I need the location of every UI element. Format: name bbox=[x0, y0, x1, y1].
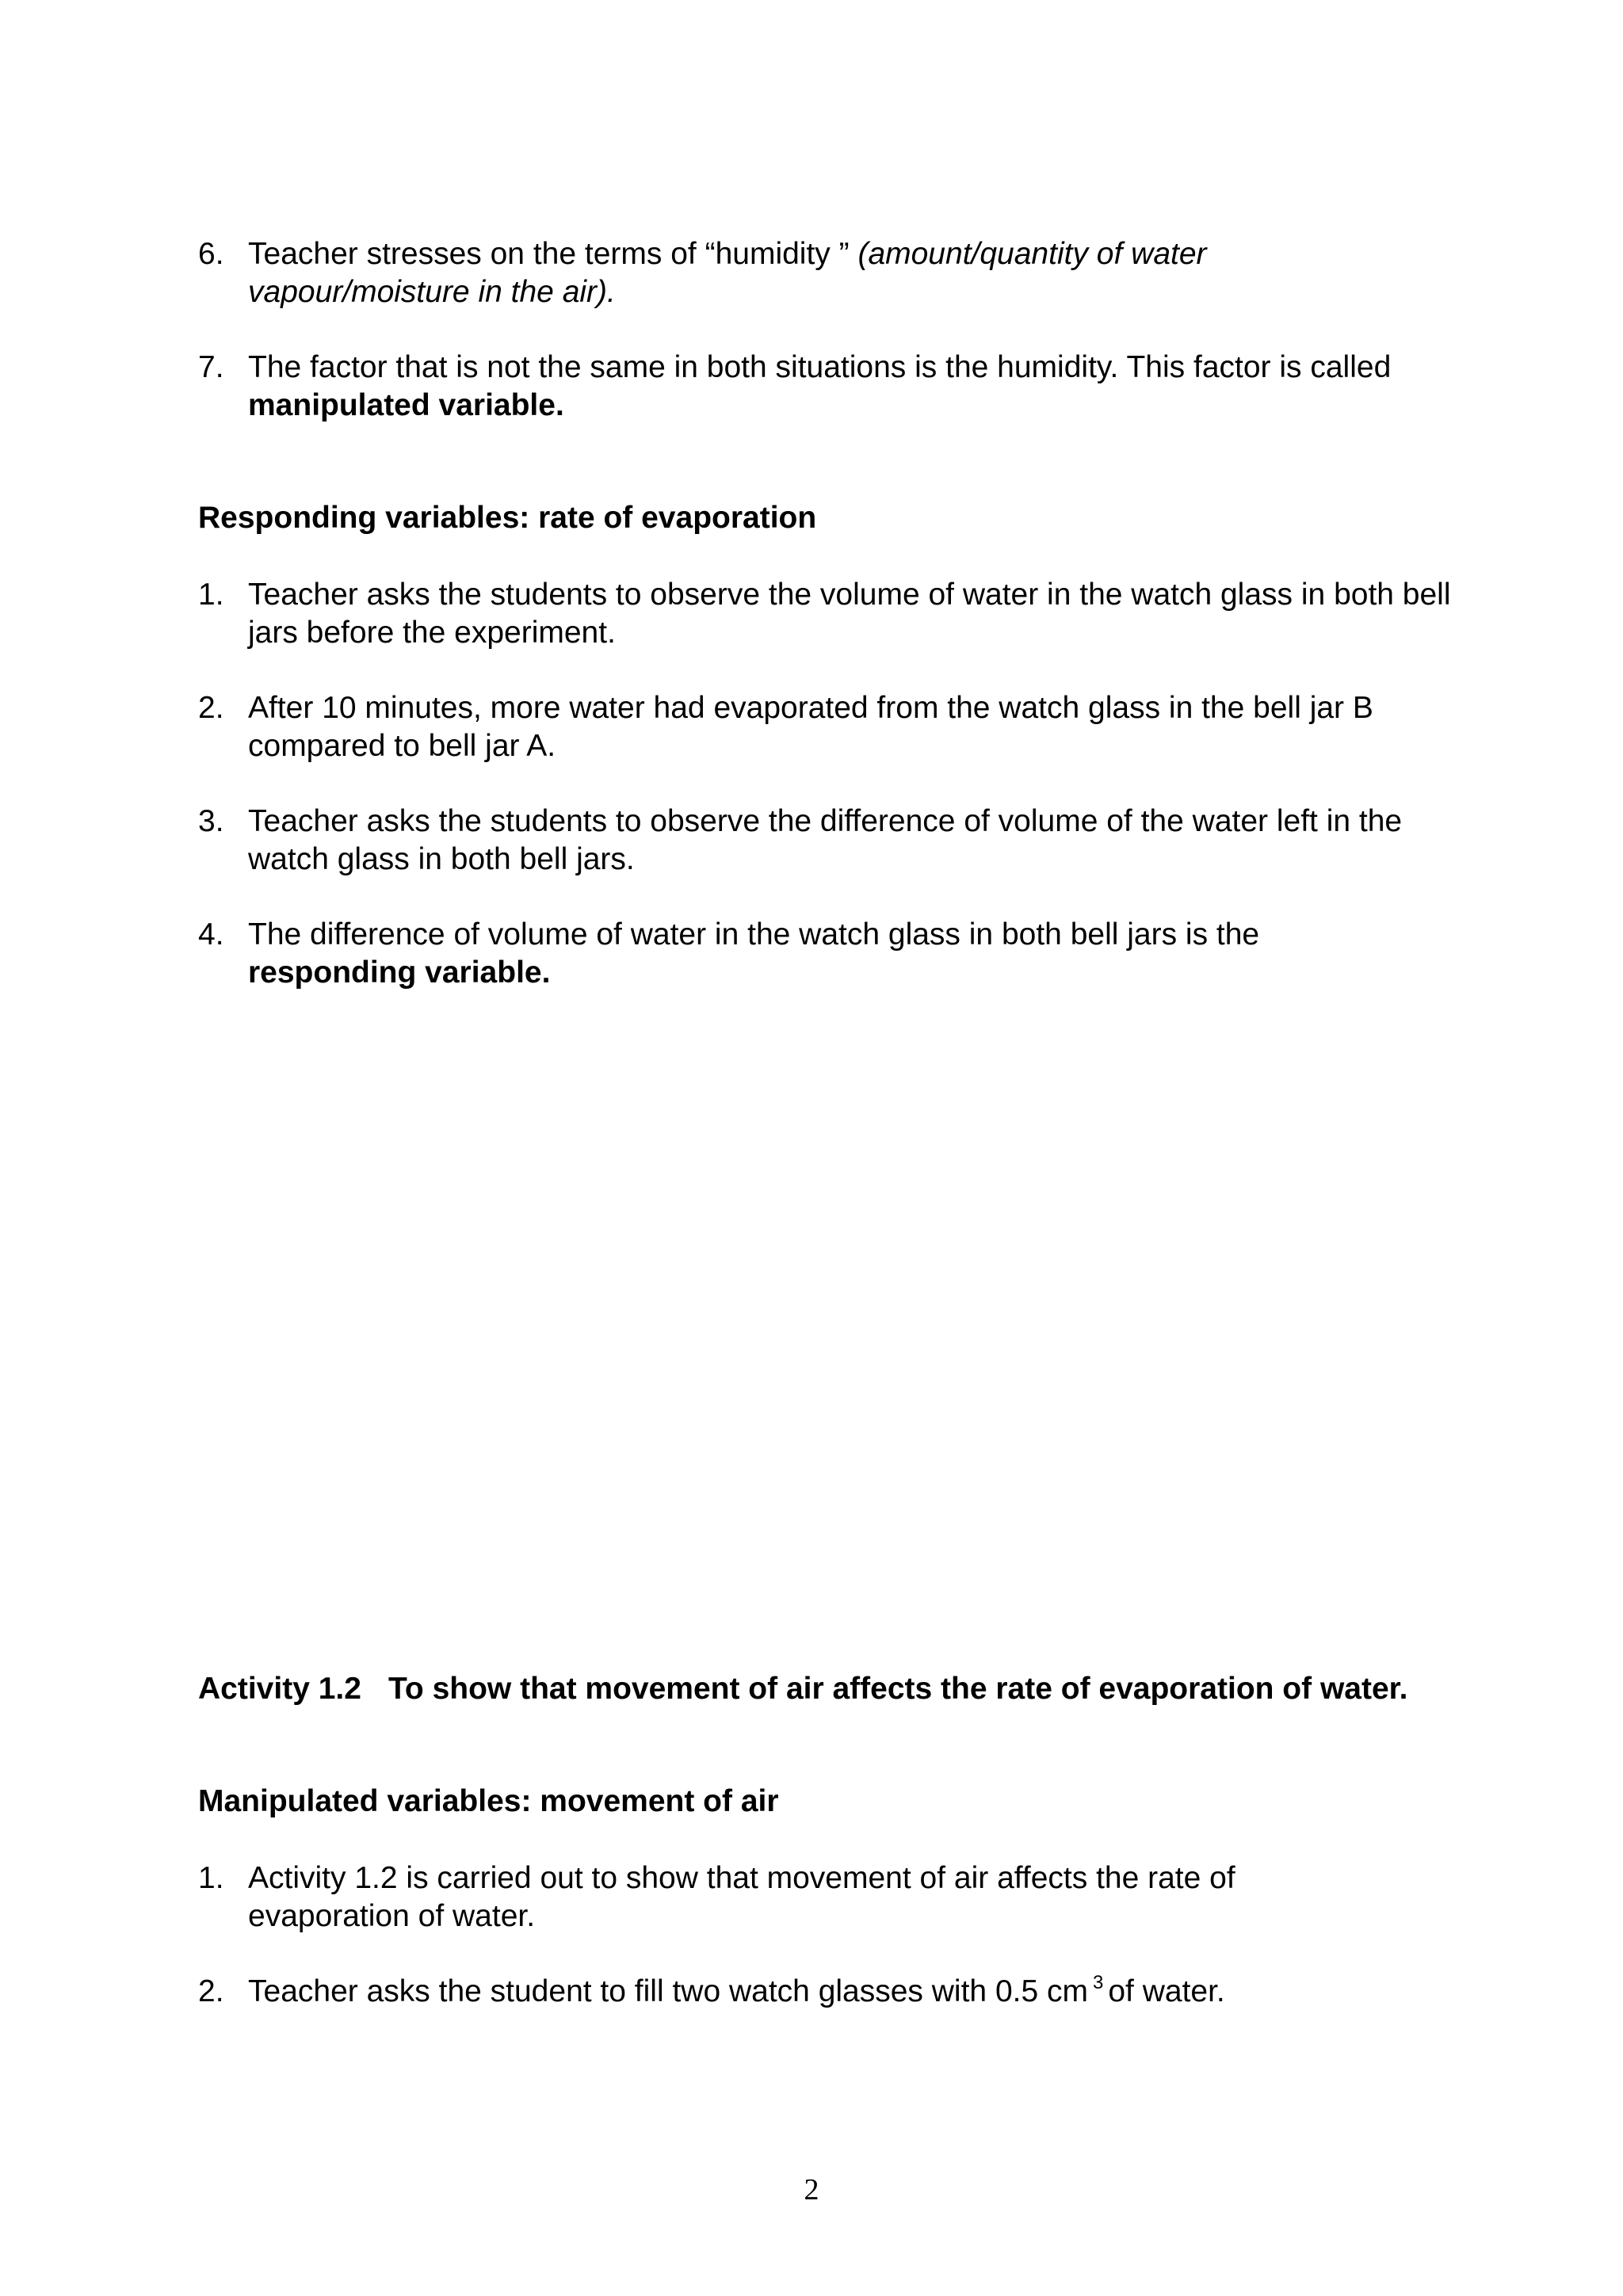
list-text-after: of water. bbox=[1108, 1974, 1225, 2008]
list-text-plain: The difference of volume of water in the watch glass in both bell jars is the bbox=[248, 917, 1260, 952]
activity-heading bbox=[198, 1670, 1545, 1708]
list-text-plain: The factor that is not the same in both situations is the humidity. This factor is called bbox=[248, 350, 1392, 384]
list-number: 2. bbox=[198, 1974, 224, 2008]
superscript: 3 bbox=[1093, 1972, 1104, 1993]
activity-label: Activity 1.2 bbox=[198, 1672, 361, 1706]
list-item-manipulated-1 bbox=[198, 1859, 1466, 1936]
page-number: 2 bbox=[804, 2173, 819, 2206]
list-text: After 10 minutes, more water had evaporated from the watch glass in the bell jar B compared to bell jar A. bbox=[248, 691, 1373, 763]
list-text-bold: manipulated variable. bbox=[248, 388, 564, 422]
list-item-7 bbox=[198, 349, 1466, 425]
list-text bbox=[248, 916, 1421, 992]
list-text: Teacher asks the students to observe the difference of volume of the water left in the watch glass in both bell jars. bbox=[248, 804, 1403, 876]
list-text: Teacher asks the students to observe the volume of water in the watch glass in both bell jars before the experiment. bbox=[248, 578, 1451, 650]
list-item-responding-3 bbox=[198, 803, 1466, 879]
list-text-plain: Teacher stresses on the terms of “humidity ” bbox=[248, 237, 858, 271]
list-text bbox=[248, 1973, 1453, 2015]
list-item-6 bbox=[198, 235, 1466, 311]
list-text-plain: Teacher asks the student to fill two watch glasses with 0.5 cm bbox=[248, 1974, 1088, 2008]
list-number: 6. bbox=[198, 237, 224, 271]
list-item-responding-2 bbox=[198, 689, 1466, 765]
list-text-bold: responding variable. bbox=[248, 955, 551, 990]
list-text bbox=[248, 349, 1421, 425]
list-item-responding-4 bbox=[198, 916, 1466, 992]
list-item-responding-1 bbox=[198, 576, 1466, 652]
list-text bbox=[248, 235, 1358, 311]
list-number: 1. bbox=[198, 1861, 224, 1895]
list-text: Activity 1.2 is carried out to show that movement of air affects the rate of evaporation of water. bbox=[248, 1861, 1235, 1933]
list-item-manipulated-2 bbox=[198, 1973, 1466, 2015]
list-number: 1. bbox=[198, 578, 224, 612]
section-heading-manipulated: Manipulated variables: movement of air bbox=[198, 1784, 779, 1818]
section-heading-responding: Responding variables: rate of evaporation bbox=[198, 501, 817, 535]
activity-title: To show that movement of air affects the rate of evaporation of water. bbox=[388, 1672, 1408, 1706]
list-number: 3. bbox=[198, 804, 224, 838]
list-number: 2. bbox=[198, 691, 224, 725]
list-number: 4. bbox=[198, 917, 224, 952]
list-number: 7. bbox=[198, 350, 224, 384]
list-text-italic: (amount/quantity of water vapour/moisture in the air). bbox=[248, 237, 1207, 309]
